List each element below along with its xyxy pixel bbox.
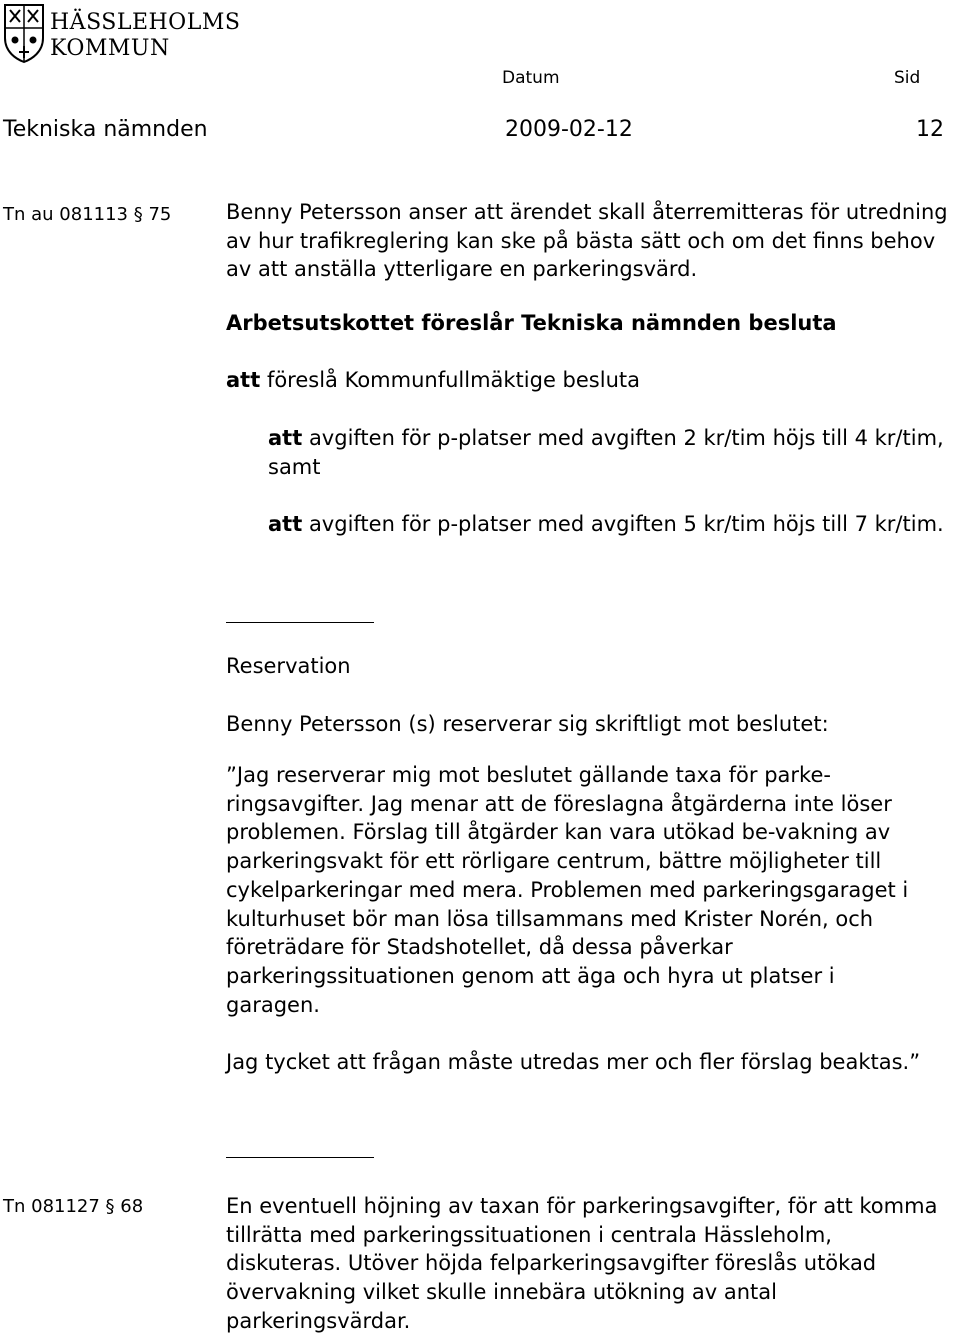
proposal-heading: Arbetsutskottet föreslår Tekniska nämnden besluta <box>226 311 837 335</box>
reservation-quote: ”Jag reserverar mig mot beslutet gällande taxa för parke-ringsavgifter. Jag menar att de föreslagna åtgärderna inte löser problemen. Förslag till åtgärder kan vara utökad be-vakning av parkeringsvakt för ett rörligare centrum, bättre möjligheter till cykelparkeringar med mera. Problemen med parkeringsgaraget i kulturhuset bör man lösa tillsammans med Krister Norén, och företrädare för Stadshotellet, då dessa påverkar parkeringssituationen genom att äga och hyra ut platser i garagen. <box>226 763 909 1017</box>
proposal-line-text: föreslå Kommunfullmäktige besluta <box>266 368 640 392</box>
page-label: Sid <box>894 68 921 88</box>
section-reference: Tn 081127 § 68 <box>3 1196 144 1217</box>
intro-paragraph: Benny Petersson anser att ärendet skall återremitteras för utredning av hur trafikreglering kan ske på bästa sätt och om det finns behov av att anställa ytterligare en parkeringsvärd. <box>226 200 948 282</box>
meeting-date: 2009-02-12 <box>505 117 633 142</box>
page-number: 12 <box>916 117 944 142</box>
section-reference: Tn au 081113 § 75 <box>3 204 172 225</box>
section-divider <box>226 1157 374 1158</box>
date-label: Datum <box>502 68 560 88</box>
reservation-heading: Reservation <box>226 654 351 678</box>
discussion-paragraph: En eventuell höjning av taxan för parkeringsavgifter, för att komma tillrätta med parkeringssituationen i centrala Hässleholm, diskuteras. Utöver höjda felparkeringsavgifter föreslås utökad övervakning vilket skulle innebära utökning av antal parkeringsvärdar. <box>226 1194 938 1333</box>
decision-item-text: avgiften för p-platser med avgiften 2 kr/tim höjs till 4 kr/tim, samt <box>268 426 944 479</box>
reservation-closing: Jag tycket att frågan måste utredas mer och fler förslag beaktas.” <box>226 1050 921 1074</box>
reservation-intro: Benny Petersson (s) reserverar sig skriftligt mot beslutet: <box>226 712 829 736</box>
section-divider <box>226 622 374 623</box>
att-keyword: att <box>268 426 303 450</box>
municipality-name-line2: KOMMUN <box>50 36 170 61</box>
att-keyword: att <box>268 512 303 536</box>
municipality-name-line1: HÄSSLEHOLMS <box>50 10 241 35</box>
att-keyword: att <box>226 368 261 392</box>
municipality-name <box>50 10 240 62</box>
committee-name: Tekniska nämnden <box>3 117 208 142</box>
decision-item-1 <box>268 424 948 481</box>
coat-of-arms-logo <box>2 2 46 64</box>
decision-item-text: avgiften för p-platser med avgiften 5 kr/tim höjs till 7 kr/tim. <box>308 512 944 536</box>
proposal-line <box>226 366 960 395</box>
decision-item-2 <box>268 510 948 539</box>
